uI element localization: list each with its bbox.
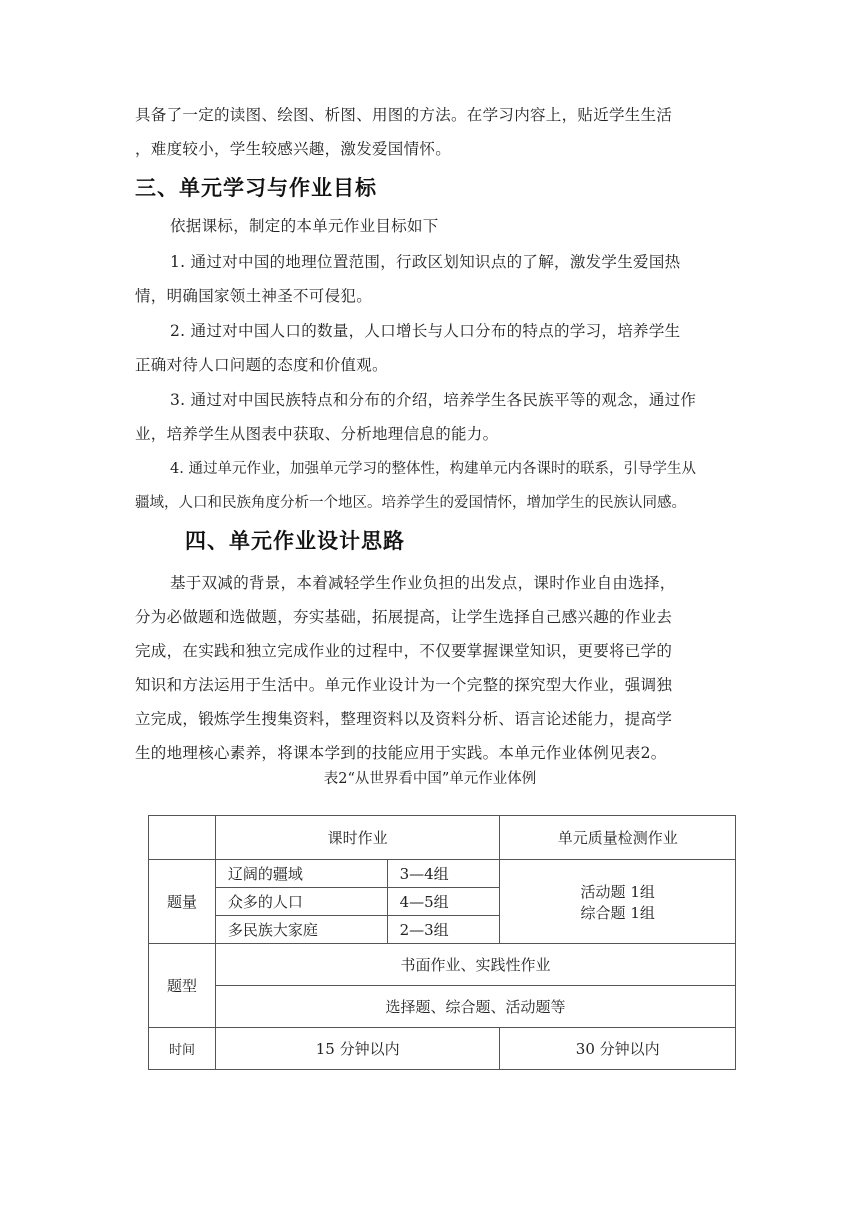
row-label-type: 题型 <box>149 944 216 1028</box>
text-line: 分为必做题和选做题，夯实基础，拓展提高，让学生选择自己感兴趣的作业去 <box>135 608 673 626</box>
header-lesson: 课时作业 <box>215 816 500 860</box>
table-caption: 表2“从世界看中国”单元作业体例 <box>323 771 537 787</box>
lesson-name: 众多的人口 <box>215 888 387 916</box>
lesson-count: 3—4组 <box>387 860 500 888</box>
table-cell-empty <box>149 816 216 860</box>
goal-1 <box>135 245 735 313</box>
unit-quantity <box>500 860 736 944</box>
table-row <box>149 860 736 888</box>
row-label-quantity: 题量 <box>149 860 216 944</box>
text-line: 生的地理核心素养，将课本学到的技能应用于实践。本单元作业体例见表2。 <box>135 744 667 762</box>
text-line: ，难度较小，学生较感兴趣，激发爱国情怀。 <box>135 140 452 158</box>
text-line: 知识和方法运用于生活中。单元作业设计为一个完整的探究型大作业，强调独 <box>135 676 673 694</box>
design-paragraph <box>135 566 735 770</box>
lesson-name: 多民族大家庭 <box>215 916 387 944</box>
lesson-count: 4—5组 <box>387 888 500 916</box>
text-line: 情，明确国家领土神圣不可侵犯。 <box>135 287 373 305</box>
text-line: 疆域，人口和民族角度分析一个地区。培养学生的爱国情怀，增加学生的民族认同感。 <box>135 495 686 511</box>
table-row <box>149 986 736 1028</box>
type-line-2: 选择题、综合题、活动题等 <box>215 986 735 1028</box>
text-line: 1. 通过对中国的地理位置范围，行政区划知识点的了解，激发学生爱国热 <box>170 253 681 271</box>
section-heading-3: 三、单元学习与作业目标 <box>135 176 377 200</box>
text-line: 具备了一定的读图、绘图、析图、用图的方法。在学习内容上，贴近学生生活 <box>135 106 673 124</box>
row-label-time: 时间 <box>149 1028 216 1070</box>
text-line: 业，培养学生从图表中获取、分析地理信息的能力。 <box>135 425 499 443</box>
section-heading-4: 四、单元作业设计思路 <box>185 529 405 553</box>
table-row <box>149 1028 736 1070</box>
table-header-row <box>149 816 736 860</box>
lesson-count: 2—3组 <box>387 916 500 944</box>
goals-intro: 依据课标，制定的本单元作业目标如下 <box>170 217 439 235</box>
goal-4 <box>135 452 735 520</box>
goal-2 <box>135 314 735 382</box>
goal-3 <box>135 383 735 451</box>
text-line: 2. 通过对中国人口的数量，人口增长与人口分布的特点的学习，培养学生 <box>170 322 681 340</box>
time-unit: 30 分钟以内 <box>500 1028 736 1070</box>
text-line: 3. 通过对中国民族特点和分布的介绍，培养学生各民族平等的观念，通过作 <box>170 391 697 409</box>
assignment-table <box>148 815 736 1070</box>
lesson-name: 辽阔的疆域 <box>215 860 387 888</box>
header-unit: 单元质量检测作业 <box>500 816 736 860</box>
type-line-1: 书面作业、实践性作业 <box>215 944 735 986</box>
text-line: 4. 通过单元作业，加强单元学习的整体性，构建单元内各课时的联系，引导学生从 <box>170 461 696 477</box>
unit-quantity-line: 活动题 1组 <box>580 882 655 901</box>
text-line: 立完成，锻炼学生搜集资料，整理资料以及资料分析、语言论述能力，提高学 <box>135 710 673 728</box>
text-line: 正确对待人口问题的态度和价值观。 <box>135 356 388 374</box>
paragraph-continuation <box>135 98 735 166</box>
unit-quantity-line: 综合题 1组 <box>580 903 655 922</box>
table-row <box>149 944 736 986</box>
text-line: 完成，在实践和独立完成作业的过程中，不仅要掌握课堂知识，更要将已学的 <box>135 642 673 660</box>
text-line: 基于双减的背景，本着减轻学生作业负担的出发点，课时作业自由选择， <box>170 574 676 592</box>
time-lesson: 15 分钟以内 <box>215 1028 500 1070</box>
